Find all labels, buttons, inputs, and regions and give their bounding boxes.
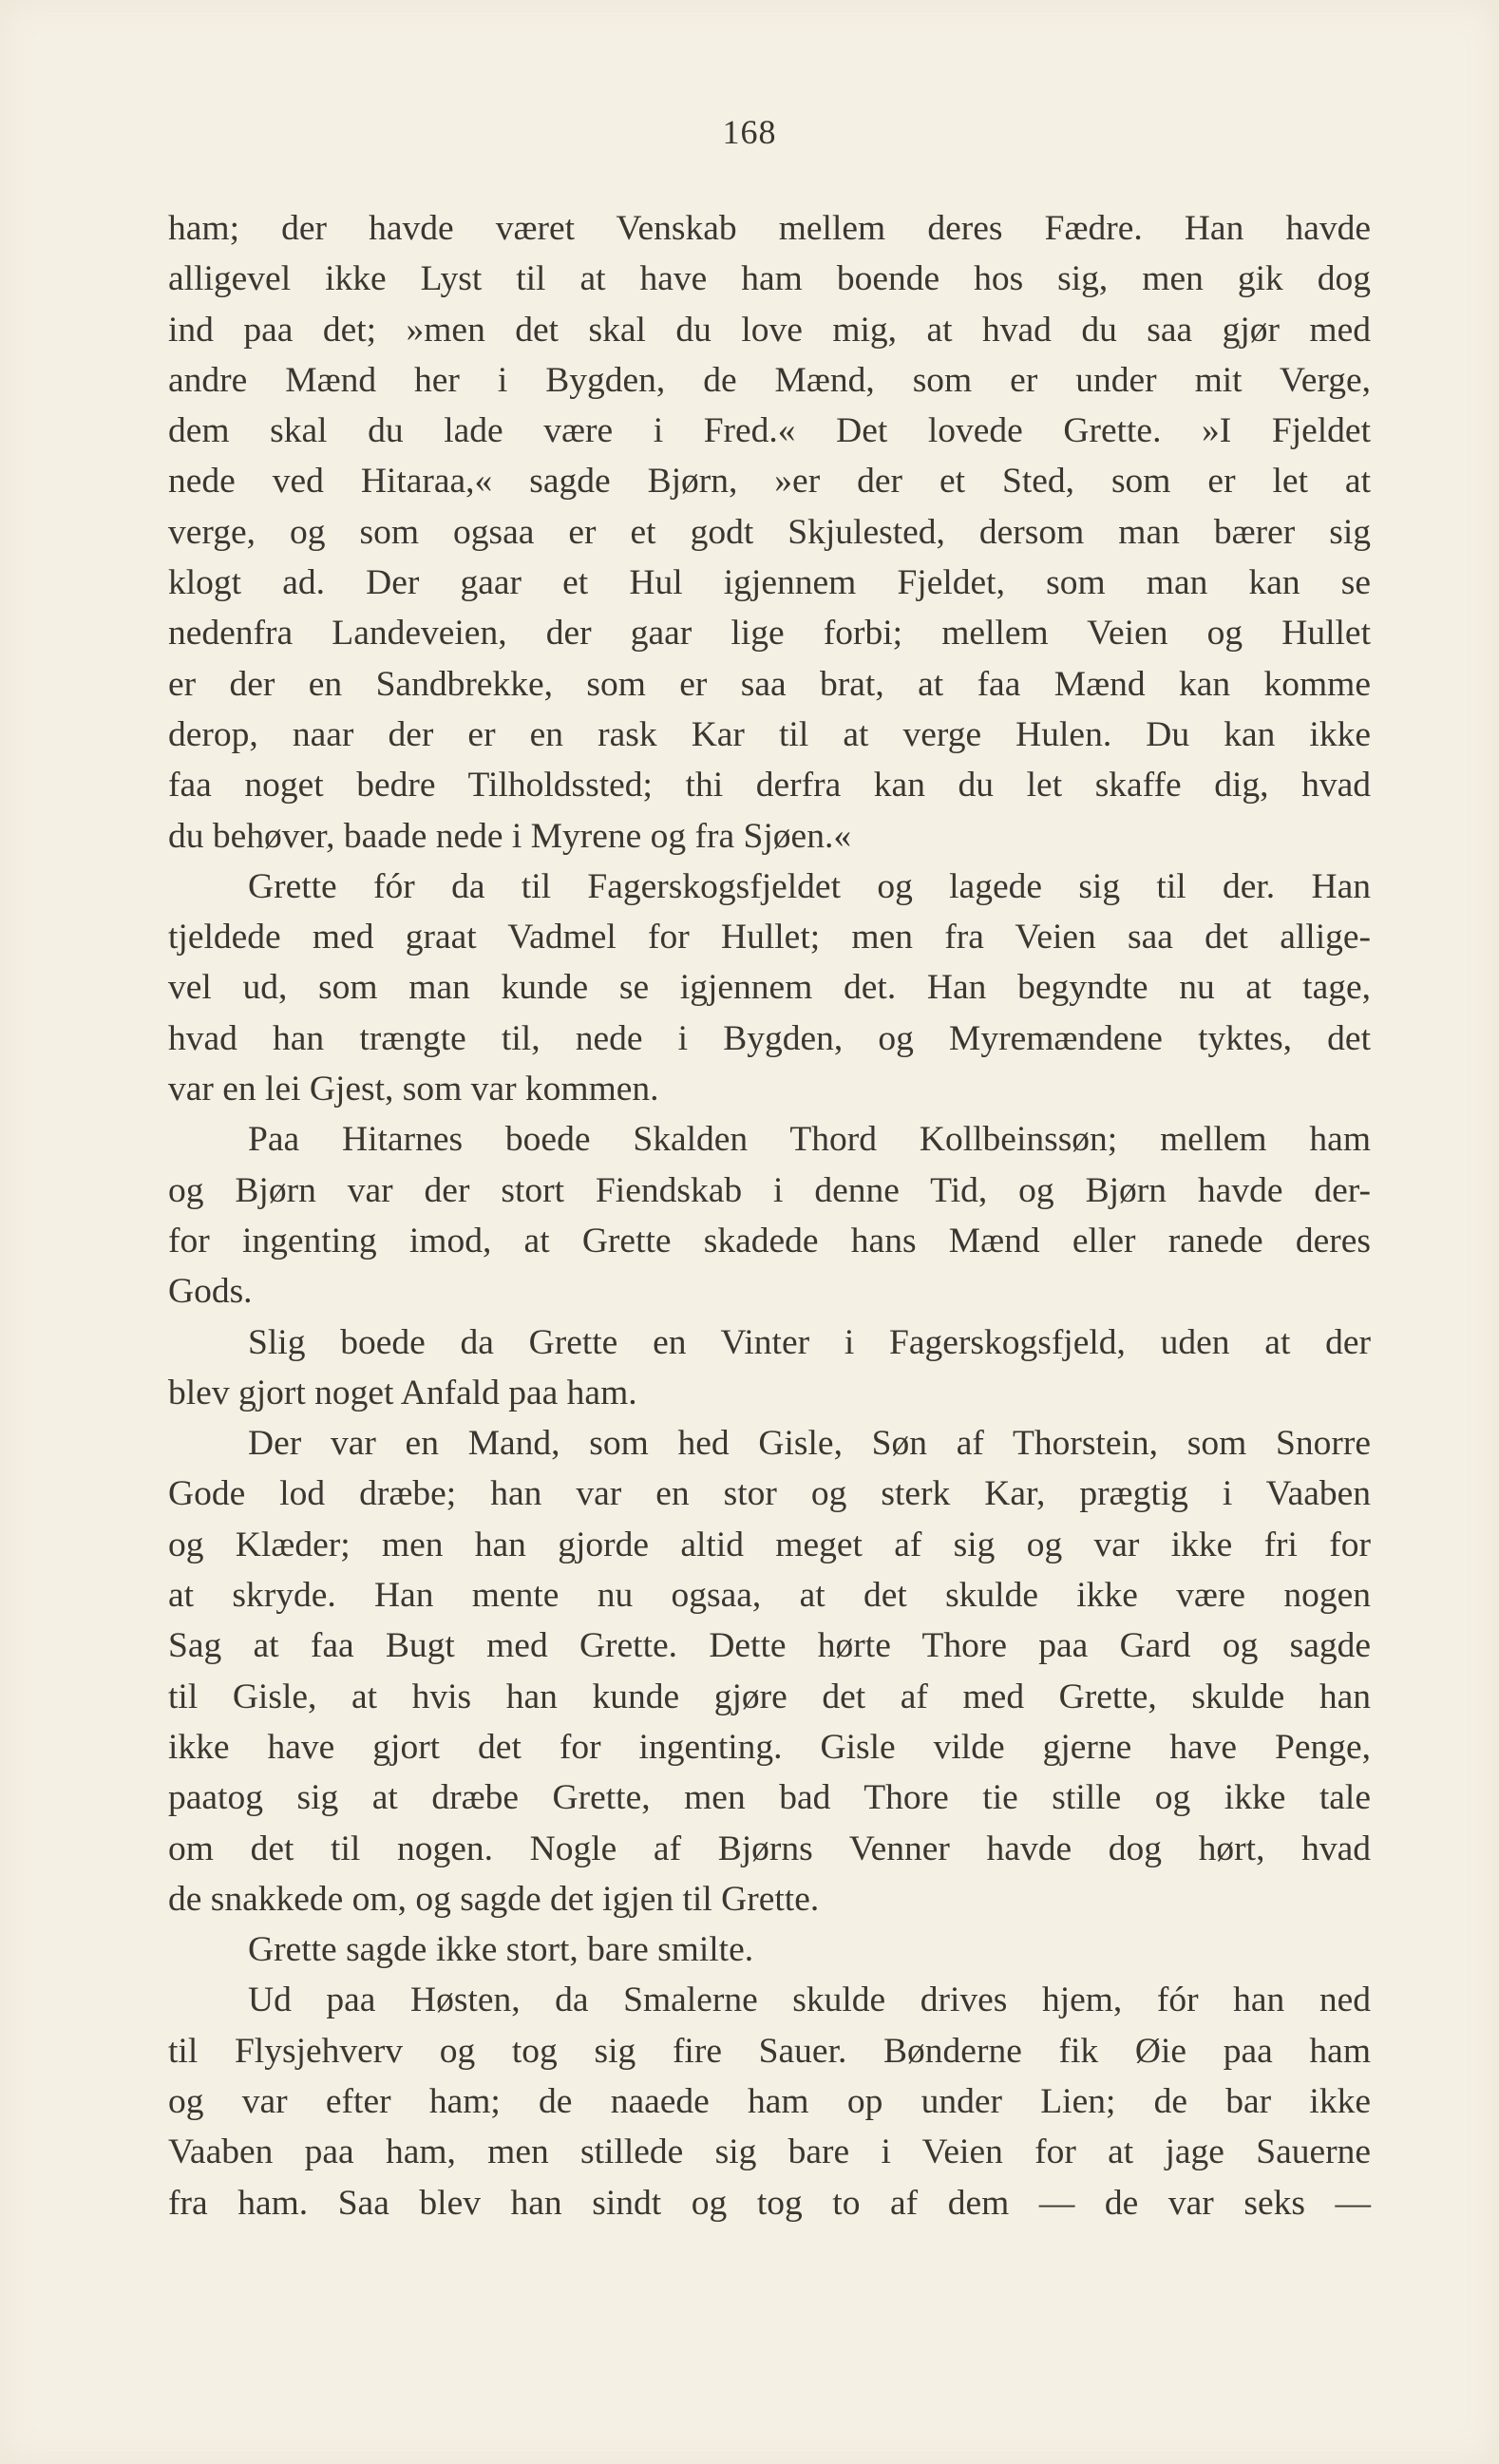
text-line: tjeldede med graat Vadmel for Hullet; men fra Veien saa det allige- [168,918,1371,957]
text-line: og Klæder; men han gjorde altid meget af sig og var ikke fri for [168,1525,1371,1564]
text-line: for ingenting imod, at Grette skadede hans Mænd eller ranede deres [168,1221,1371,1260]
text-line: Paa Hitarnes boede Skalden Thord Kollbeinssøn; mellem ham [248,1120,1371,1160]
text-line: om det til nogen. Nogle af Bjørns Venner havde dog hørt, hvad [168,1829,1371,1868]
page-number: 168 [722,113,777,151]
text-line: fra ham. Saa blev han sindt og tog to af dem — de var seks — [168,2183,1371,2223]
text-line: de snakkede om, og sagde det igjen til Grette. [168,1879,820,1919]
text-line: og var efter ham; de naaede ham op under Lien; de bar ikke [168,2081,1371,2121]
text-line: til Flysjehverv og tog sig fire Sauer. Bønderne fik Øie paa ham [168,2031,1371,2071]
text-line: du behøver, baade nede i Myrene og fra Sjøen.« [168,816,852,856]
text-line: er der en Sandbrekke, som er saa brat, at faa Mænd kan komme [168,664,1371,704]
body-text [168,203,1371,2228]
text-line: verge, og som ogsaa er et godt Skjulested, dersom man bærer sig [168,512,1371,552]
text-line: vel ud, som man kunde se igjennem det. Han begyndte nu at tage, [168,968,1371,1008]
text-line: faa noget bedre Tilholdssted; thi derfra kan du let skaffe dig, hvad [168,766,1371,806]
text-line: Sag at faa Bugt med Grette. Dette hørte Thore paa Gard og sagde [168,1626,1371,1666]
text-line: ham; der havde været Venskab mellem deres Fædre. Han havde [168,209,1371,248]
text-line: dem skal du lade være i Fred.« Det lovede Grette. »I Fjeldet [168,411,1371,451]
text-line: klogt ad. Der gaar et Hul igjennem Fjeldet, som man kan se [168,563,1371,603]
text-line: og Bjørn var der stort Fiendskab i denne Tid, og Bjørn havde der- [168,1170,1371,1210]
text-line: Grette sagde ikke stort, bare smilte. [248,1930,754,1970]
text-line: Gode lod dræbe; han var en stor og sterk Kar, prægtig i Vaaben [168,1474,1371,1514]
text-line: var en lei Gjest, som var kommen. [168,1070,659,1109]
text-line: derop, naar der er en rask Kar til at verge Hulen. Du kan ikke [168,714,1371,754]
text-line: Gods. [168,1272,253,1312]
text-line: nede ved Hitaraa,« sagde Bjørn, »er der et Sted, som er let at [168,462,1371,502]
text-line: at skryde. Han mente nu ogsaa, at det skulde ikke være nogen [168,1576,1371,1616]
text-line: til Gisle, at hvis han kunde gjøre det af med Grette, skulde han [168,1677,1371,1716]
text-line: Vaaben paa ham, men stillede sig bare i Veien for at jage Sauerne [168,2132,1371,2172]
text-line: Der var en Mand, som hed Gisle, Søn af Thorstein, som Snorre [248,1424,1371,1464]
text-line: blev gjort noget Anfald paa ham. [168,1373,637,1412]
text-line: Grette fór da til Fagerskogsfjeldet og lagede sig til der. Han [248,866,1371,906]
text-line: nedenfra Landeveien, der gaar lige forbi; mellem Veien og Hullet [168,614,1371,654]
text-line: ind paa det; »men det skal du love mig, at hvad du saa gjør med [168,310,1371,350]
text-line: alligevel ikke Lyst til at have ham boende hos sig, men gik dog [168,259,1371,299]
text-line: Slig boede da Grette en Vinter i Fagerskogsfjeld, uden at der [248,1322,1371,1362]
text-line: ikke have gjort det for ingenting. Gisle vilde gjerne have Penge, [168,1727,1371,1767]
text-line: andre Mænd her i Bygden, de Mænd, som er under mit Verge, [168,360,1371,400]
text-line: hvad han trængte til, nede i Bygden, og Myremændene tyktes, det [168,1018,1371,1058]
text-line: Ud paa Høsten, da Smalerne skulde drives hjem, fór han ned [248,1981,1371,2020]
text-line: paatog sig at dræbe Grette, men bad Thore tie stille og ikke tale [168,1778,1371,1818]
